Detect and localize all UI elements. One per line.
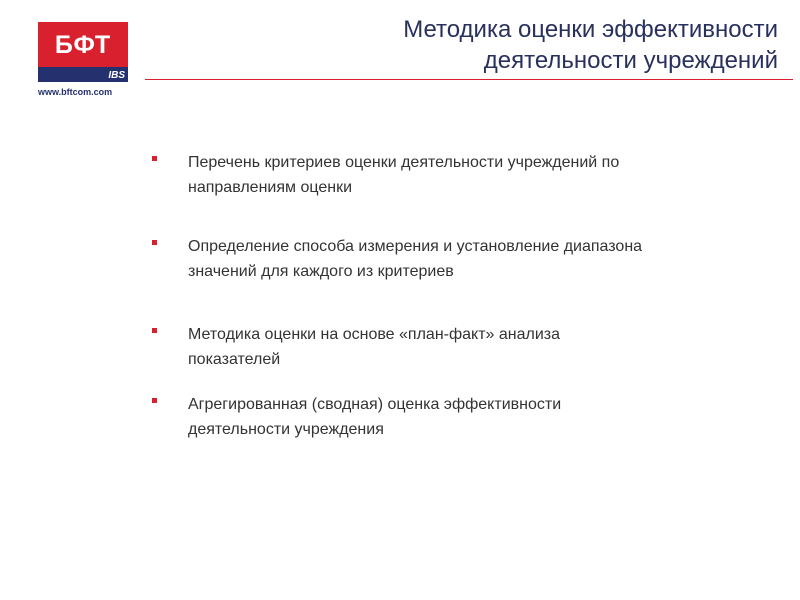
logo-url: www.bftcom.com bbox=[38, 87, 113, 97]
slide-title bbox=[218, 14, 778, 76]
bullet-marker-icon bbox=[152, 156, 157, 161]
bullet-text-line-2: значений для каждого из критериев bbox=[188, 263, 454, 280]
bullet-text-line-1: Определение способа измерения и установление диапазона bbox=[188, 238, 643, 255]
logo-stripe bbox=[38, 67, 128, 82]
company-logo bbox=[38, 22, 128, 97]
bullet-marker-icon bbox=[152, 328, 157, 333]
bullet-marker-icon bbox=[152, 398, 157, 403]
bullet-text bbox=[188, 322, 778, 372]
bullet-text-line-1: Методика оценки на основе «план-факт» анализа bbox=[188, 326, 561, 343]
bullet-marker-icon bbox=[152, 240, 157, 245]
bullet-text-line-2: направлениям оценки bbox=[188, 179, 352, 196]
bullet-text bbox=[188, 234, 778, 284]
title-divider bbox=[145, 79, 793, 80]
logo-badge bbox=[38, 22, 128, 82]
bullet-text bbox=[188, 392, 778, 442]
bullet-text-line-2: деятельности учреждения bbox=[188, 421, 384, 438]
bullet-text-line-1: Агрегированная (сводная) оценка эффективности bbox=[188, 396, 562, 413]
bullet-text-line-2: показателей bbox=[188, 351, 281, 368]
bullet-text-line-1: Перечень критериев оценки деятельности учреждений по bbox=[188, 154, 620, 171]
slide-title-line-1: Методика оценки эффективности bbox=[403, 16, 778, 43]
logo-brand-text: БФТ bbox=[54, 31, 112, 59]
slide-title-line-2: деятельности учреждений bbox=[483, 47, 778, 74]
bullet-text bbox=[188, 150, 778, 200]
logo-ibs-text: IBS bbox=[108, 70, 125, 81]
